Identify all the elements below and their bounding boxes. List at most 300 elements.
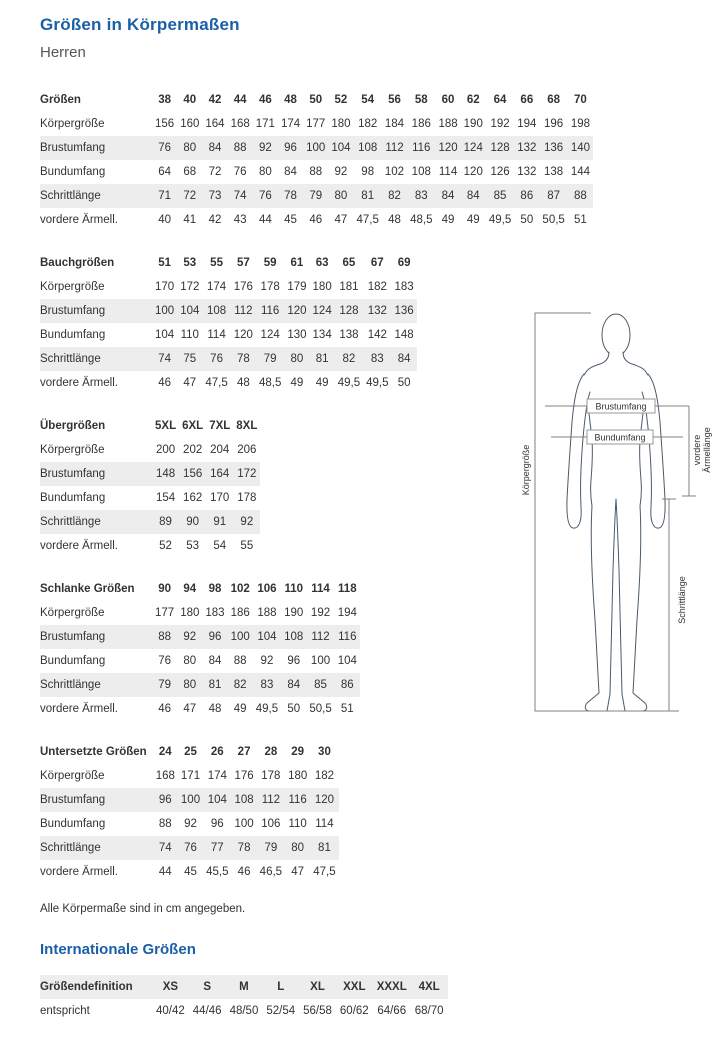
cell: 178 [260, 281, 280, 293]
column-header: 69 [397, 257, 411, 269]
cell: 186 [230, 607, 250, 619]
cell: 47 [183, 703, 197, 715]
cell: 44/46 [192, 1005, 222, 1017]
cell: 49,5 [255, 703, 279, 715]
column-header: 6XL [182, 420, 204, 432]
column-header: 42 [208, 94, 222, 106]
cell: 136 [394, 305, 414, 317]
cell: 162 [183, 492, 203, 504]
cell: 46 [158, 703, 171, 715]
cell: 46,5 [259, 866, 283, 878]
cell: 98 [361, 166, 375, 178]
cell: 106 [261, 818, 281, 830]
cell: 148 [155, 468, 176, 480]
column-header: 26 [210, 746, 224, 758]
cell: 88 [233, 142, 247, 154]
cell: 120 [438, 142, 458, 154]
cell: 50,5 [309, 703, 332, 715]
cell: 50 [287, 703, 301, 715]
cell: 73 [208, 190, 222, 202]
cell: 182 [314, 770, 335, 782]
cell: S [203, 981, 211, 993]
column-header: 94 [183, 583, 197, 595]
cell: 45 [284, 214, 297, 226]
cell: 100 [310, 655, 331, 667]
cell: 89 [159, 516, 172, 528]
cell: 88 [233, 655, 247, 667]
cell: 100 [230, 631, 250, 643]
row-label: Körpergröße [40, 281, 105, 293]
cell: 116 [338, 631, 357, 643]
cell: 132 [367, 305, 387, 317]
row-label: vordere Ärmell. [40, 866, 118, 878]
intl-table-host [40, 975, 720, 1023]
cell: 40 [158, 214, 171, 226]
table-row [40, 208, 593, 232]
cell: 194 [337, 607, 357, 619]
row-label: Schrittlänge [40, 353, 101, 365]
size-table [40, 414, 260, 558]
table-row [40, 836, 339, 860]
bundumfang-label: Bundumfang [594, 432, 646, 443]
column-header: 27 [237, 746, 251, 758]
table-row [40, 601, 360, 625]
cell: 206 [237, 444, 257, 456]
cell: XS [162, 981, 179, 993]
column-header: 66 [520, 94, 534, 106]
cell: 128 [490, 142, 510, 154]
table-row [40, 160, 593, 184]
cell: 74 [158, 353, 171, 365]
vordere-aermellaenge-label-line1: vordere [692, 434, 702, 466]
table-row [40, 999, 448, 1023]
cell: 88 [574, 190, 587, 202]
body-measurement-diagram [521, 300, 718, 727]
row-label: Bundumfang [40, 329, 106, 341]
cell: 104 [331, 142, 351, 154]
cell: 180 [331, 118, 351, 130]
cell: 71 [158, 190, 171, 202]
size-table [40, 740, 339, 884]
row-label: Brustumfang [40, 142, 106, 154]
cell: 108 [206, 305, 227, 317]
column-header: 110 [284, 583, 304, 595]
cell: 46 [309, 214, 323, 226]
cell: XL [310, 981, 325, 993]
column-header: 106 [257, 583, 277, 595]
cell: 92 [260, 655, 274, 667]
table-row [40, 860, 339, 884]
cell: 82 [233, 679, 247, 691]
cell: 80 [183, 142, 197, 154]
cell: 171 [180, 770, 201, 782]
row-label: Größendefinition [40, 981, 133, 993]
cell: 124 [312, 305, 332, 317]
row-label: Brustumfang [40, 468, 106, 480]
column-header: 24 [158, 746, 172, 758]
cell: 126 [490, 166, 510, 178]
cell: 164 [210, 468, 230, 480]
cell: 81 [318, 842, 331, 854]
cell: 83 [414, 190, 428, 202]
cell: 179 [287, 281, 307, 293]
cell: 84 [284, 166, 297, 178]
column-header: 63 [315, 257, 329, 269]
cell: 120 [314, 794, 335, 806]
cell: 51 [574, 214, 587, 226]
cell: 40/42 [156, 1005, 185, 1017]
cell: 54 [213, 540, 227, 552]
cell: 47 [183, 377, 197, 389]
figure-head [602, 314, 630, 356]
cell: 142 [367, 329, 387, 341]
footnote: Alle Körpermaße sind in cm angegeben. [40, 903, 246, 915]
cell: 196 [544, 118, 564, 130]
cell: 80 [183, 655, 197, 667]
row-label: Schrittlänge [40, 842, 101, 854]
cell: 50,5 [542, 214, 565, 226]
cell: 192 [490, 118, 510, 130]
cell: 96 [287, 655, 301, 667]
cell: 156 [183, 468, 203, 480]
table-row [40, 184, 593, 208]
column-header: 29 [291, 746, 305, 758]
row-label: Schrittlänge [40, 679, 101, 691]
cell: 180 [312, 281, 332, 293]
cell: 74 [158, 842, 172, 854]
table-row [40, 697, 360, 721]
cell: 112 [261, 794, 281, 806]
cell: 132 [517, 142, 537, 154]
table-row [40, 136, 593, 160]
cell: 164 [205, 118, 225, 130]
cell: 183 [205, 607, 225, 619]
row-label: Körpergröße [40, 770, 105, 782]
table-row [40, 371, 417, 395]
cell: 174 [206, 281, 227, 293]
koerpergroesse-label: Körpergröße [521, 444, 531, 496]
column-header: 40 [183, 94, 197, 106]
row-label: Bundumfang [40, 492, 106, 504]
cell: 180 [288, 770, 308, 782]
table-row [40, 323, 417, 347]
cell: 44 [258, 214, 272, 226]
cell: 79 [158, 679, 171, 691]
column-header: 70 [574, 94, 587, 106]
column-header: 54 [361, 94, 375, 106]
cell: 104 [207, 794, 227, 806]
cell: 84 [397, 353, 411, 365]
cell: 79 [263, 353, 277, 365]
cell: 72 [183, 190, 197, 202]
cell: 64 [158, 166, 171, 178]
row-label: Körpergröße [40, 118, 105, 130]
cell: 48,5 [258, 377, 282, 389]
table-title: Untersetzte Größen [40, 746, 147, 758]
cell: 138 [339, 329, 359, 341]
cell: 170 [210, 492, 230, 504]
cell: 78 [284, 190, 297, 202]
cell: 42 [208, 214, 222, 226]
cell: 170 [155, 281, 175, 293]
table-title: Übergrößen [40, 420, 106, 432]
cell: 43 [233, 214, 247, 226]
column-header: 98 [208, 583, 222, 595]
cell: 81 [315, 353, 329, 365]
cell: XXXL [376, 981, 407, 993]
cell: 112 [311, 631, 330, 643]
table-title: Schlanke Größen [40, 583, 135, 595]
column-header: 46 [258, 94, 272, 106]
cell: 168 [230, 118, 250, 130]
cell: 80 [291, 842, 305, 854]
cell: 92 [184, 818, 197, 830]
column-header: 7XL [209, 420, 231, 432]
column-header: 61 [290, 257, 304, 269]
table-row [40, 299, 417, 323]
cell: 140 [570, 142, 590, 154]
intl-heading: Internationale Größen [40, 941, 196, 958]
cell: 52/54 [266, 1005, 296, 1017]
cell: 181 [339, 281, 359, 293]
column-header: 25 [184, 746, 197, 758]
column-header: 58 [414, 94, 428, 106]
cell: 76 [210, 353, 223, 365]
column-header: 44 [233, 94, 247, 106]
row-label: vordere Ärmell. [40, 703, 118, 715]
column-header: 59 [263, 257, 277, 269]
column-header: 51 [158, 257, 171, 269]
column-header: 55 [210, 257, 223, 269]
vordere-aermellaenge-label-line2: Ärmellänge [702, 427, 712, 473]
table-row [40, 764, 339, 788]
cell: 144 [570, 166, 590, 178]
cell: 92 [183, 631, 197, 643]
cell: 49 [441, 214, 455, 226]
cell: 77 [210, 842, 224, 854]
table-row [40, 788, 339, 812]
cell: 174 [280, 118, 301, 130]
cell: 172 [237, 468, 257, 480]
table-header-row [40, 88, 593, 112]
cell: 79 [309, 190, 323, 202]
column-header: 114 [311, 583, 330, 595]
cell: 49 [315, 377, 329, 389]
column-header: 64 [493, 94, 507, 106]
cell: 92 [334, 166, 348, 178]
cell: 177 [306, 118, 326, 130]
cell: 78 [237, 842, 251, 854]
page-title: Größen in Körpermaßen [40, 15, 240, 34]
column-header: 30 [318, 746, 331, 758]
column-header: 62 [466, 94, 480, 106]
cell: 100 [306, 142, 326, 154]
cell: 46 [158, 377, 171, 389]
cell: 116 [288, 794, 307, 806]
cell: 68/70 [414, 1005, 444, 1017]
cell: 100 [234, 818, 254, 830]
size-table [40, 251, 417, 395]
column-header: 67 [370, 257, 384, 269]
size-table [40, 577, 360, 721]
table-row [40, 534, 260, 558]
row-label: Brustumfang [40, 794, 106, 806]
column-header: 90 [158, 583, 171, 595]
cell: 49,5 [488, 214, 512, 226]
cell: 48 [236, 377, 250, 389]
cell: 75 [183, 353, 197, 365]
cell: 84 [441, 190, 455, 202]
row-label: Körpergröße [40, 607, 105, 619]
cell: 160 [180, 118, 200, 130]
cell: 120 [287, 305, 307, 317]
cell: 136 [544, 142, 564, 154]
cell: 47 [291, 866, 305, 878]
cell: 85 [314, 679, 327, 691]
cell: 82 [388, 190, 401, 202]
cell: 202 [183, 444, 203, 456]
cell: 49,5 [337, 377, 361, 389]
cell: 104 [180, 305, 200, 317]
cell: 84 [208, 655, 222, 667]
cell: 124 [463, 142, 483, 154]
cell: 124 [260, 329, 280, 341]
table-row [40, 462, 260, 486]
cell: 102 [384, 166, 405, 178]
cell: 47,5 [356, 214, 379, 226]
cell: 53 [186, 540, 200, 552]
cell: 132 [517, 166, 537, 178]
cell: 134 [312, 329, 332, 341]
column-header: 8XL [236, 420, 258, 432]
cell: 200 [155, 444, 176, 456]
column-header: 50 [309, 94, 323, 106]
table-row [40, 510, 260, 534]
table-row [40, 275, 417, 299]
cell: 148 [394, 329, 414, 341]
cell: 49 [233, 703, 247, 715]
cell: 182 [358, 118, 378, 130]
cell: 172 [180, 281, 200, 293]
column-header: 60 [441, 94, 455, 106]
cell: 86 [340, 679, 354, 691]
cell: 198 [570, 118, 590, 130]
cell: 114 [315, 818, 334, 830]
table-title: Größen [40, 94, 81, 106]
cell: 116 [260, 305, 280, 317]
cell: 204 [210, 444, 230, 456]
cell: 60/62 [339, 1005, 369, 1017]
cell: 76 [158, 142, 171, 154]
cell: 80 [290, 353, 304, 365]
cell: 46 [237, 866, 251, 878]
cell: 104 [155, 329, 175, 341]
cell: 76 [158, 655, 171, 667]
cell: 50 [397, 377, 411, 389]
table-row [40, 347, 417, 371]
cell: 76 [233, 166, 247, 178]
row-label: vordere Ärmell. [40, 540, 118, 552]
column-header: 38 [158, 94, 171, 106]
cell: 92 [258, 142, 272, 154]
row-label: Brustumfang [40, 305, 106, 317]
cell: 76 [184, 842, 197, 854]
table-header-row [40, 740, 339, 764]
cell: 79 [264, 842, 278, 854]
cell: 45,5 [206, 866, 229, 878]
cell: 52 [159, 540, 172, 552]
human-figure-outline [567, 314, 665, 711]
cell: 45 [184, 866, 197, 878]
column-header: 65 [342, 257, 356, 269]
cell: 168 [155, 770, 175, 782]
cell: 92 [240, 516, 254, 528]
column-header: 5XL [155, 420, 177, 432]
table-title: Bauchgrößen [40, 257, 115, 269]
cell: 156 [155, 118, 175, 130]
cell: 82 [342, 353, 356, 365]
cell: 51 [340, 703, 354, 715]
cell: 194 [517, 118, 537, 130]
cell: 44 [158, 866, 172, 878]
table-header-row [40, 251, 417, 275]
cell: 86 [520, 190, 534, 202]
row-label: Schrittlänge [40, 190, 101, 202]
cell: 88 [158, 631, 171, 643]
cell: 50 [520, 214, 534, 226]
row-label: vordere Ärmell. [40, 214, 118, 226]
cell: 84 [466, 190, 480, 202]
cell: 174 [207, 770, 227, 782]
cell: 56/58 [303, 1005, 332, 1017]
table-row [40, 486, 260, 510]
cell: 68 [183, 166, 197, 178]
cell: 104 [257, 631, 277, 643]
cell: 47 [334, 214, 348, 226]
cell: 130 [287, 329, 307, 341]
cell: 190 [463, 118, 483, 130]
cell: 81 [208, 679, 222, 691]
cell: 84 [208, 142, 222, 154]
cell: 108 [411, 166, 431, 178]
table-row [40, 625, 360, 649]
size-table [40, 88, 593, 232]
column-header: 57 [236, 257, 250, 269]
cell: 4XL [418, 981, 440, 993]
cell: 154 [155, 492, 176, 504]
cell: 96 [208, 631, 222, 643]
cell: M [239, 981, 249, 993]
cell: 188 [438, 118, 458, 130]
column-header: 102 [230, 583, 250, 595]
table-row [40, 649, 360, 673]
cell: 180 [180, 607, 200, 619]
cell: 188 [257, 607, 277, 619]
row-label: Bundumfang [40, 166, 106, 178]
column-header: 56 [388, 94, 401, 106]
row-label: vordere Ärmell. [40, 377, 118, 389]
intl-table [40, 975, 448, 1023]
cell: 80 [334, 190, 348, 202]
cell: 112 [385, 142, 404, 154]
cell: 96 [158, 794, 172, 806]
cell: 96 [284, 142, 297, 154]
cell: 114 [438, 166, 458, 178]
table-header-row [40, 577, 360, 601]
table-row [40, 812, 339, 836]
figure-right-arm [642, 374, 665, 528]
column-header: 68 [547, 94, 561, 106]
